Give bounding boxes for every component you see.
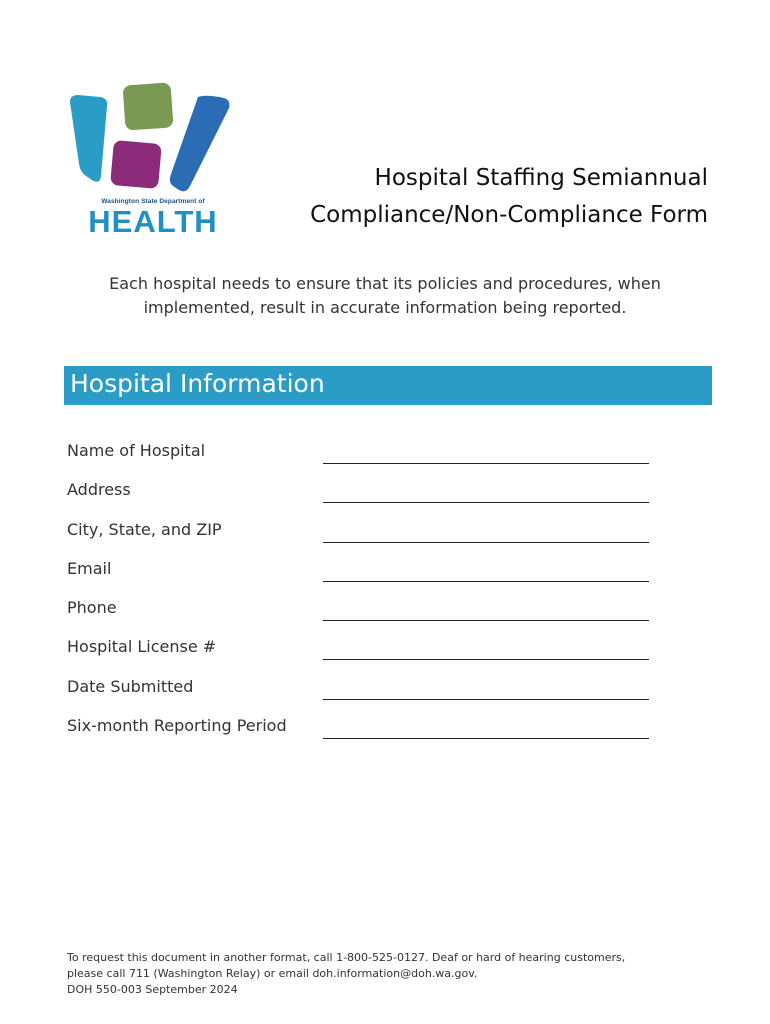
email-field[interactable] xyxy=(323,581,649,582)
section-title: Hospital Information xyxy=(70,369,325,398)
field-label: Name of Hospital xyxy=(67,441,206,460)
phone-field[interactable] xyxy=(323,620,649,621)
logo-magenta-square xyxy=(110,140,162,189)
hospital-name-field[interactable] xyxy=(323,463,649,464)
intro-text xyxy=(60,272,710,320)
field-row-hospital-name xyxy=(67,437,667,476)
section-header-bar xyxy=(64,366,712,405)
field-label: Phone xyxy=(67,598,117,618)
logo-blue-shape xyxy=(170,96,230,192)
address-field[interactable] xyxy=(323,502,649,503)
logo-health-text: HEALTH xyxy=(88,204,218,239)
reporting-period-field[interactable] xyxy=(323,738,649,739)
intro-line-2: implemented, result in accurate information being reported. xyxy=(143,298,627,317)
field-label: Six-month Reporting Period xyxy=(67,716,287,736)
field-row-phone xyxy=(67,594,667,633)
logo-department-text: Washington State Department of xyxy=(101,198,205,205)
footer-line-2: please call 711 (Washington Relay) or email doh.information@doh.wa.gov. xyxy=(67,967,478,980)
field-row-date-submitted xyxy=(67,673,667,712)
field-label: Date Submitted xyxy=(67,676,194,696)
hospital-license-field[interactable] xyxy=(323,659,649,660)
field-row-license xyxy=(67,633,667,672)
field-row-reporting-period xyxy=(67,712,667,751)
footer-line-1: To request this document in another format, call 1-800-525-0127. Deaf or hard of hearing customers, xyxy=(67,951,626,964)
field-row-email xyxy=(67,555,667,594)
title-line-1: Hospital Staffing Semiannual xyxy=(374,165,708,191)
doh-logo xyxy=(66,80,234,240)
footer xyxy=(67,950,707,998)
footer-form-number: DOH 550-003 September 2024 xyxy=(67,983,238,996)
field-row-city-state-zip xyxy=(67,516,667,555)
doh-logo-mark xyxy=(66,80,234,200)
title-line-2: Compliance/Non-Compliance Form xyxy=(310,202,708,228)
intro-line-1: Each hospital needs to ensure that its policies and procedures, when xyxy=(109,274,661,293)
field-row-address xyxy=(67,476,667,515)
field-label: City, State, and ZIP xyxy=(67,519,222,539)
logo-green-square xyxy=(123,82,174,130)
logo-teal-shape xyxy=(70,95,107,182)
hospital-info-fields xyxy=(67,437,667,751)
field-label: Address xyxy=(67,480,131,500)
date-submitted-field[interactable] xyxy=(323,699,649,700)
field-label: Hospital License # xyxy=(67,637,217,657)
city-state-zip-field[interactable] xyxy=(323,542,649,543)
field-label: Email xyxy=(67,558,112,578)
page-title xyxy=(310,160,708,234)
